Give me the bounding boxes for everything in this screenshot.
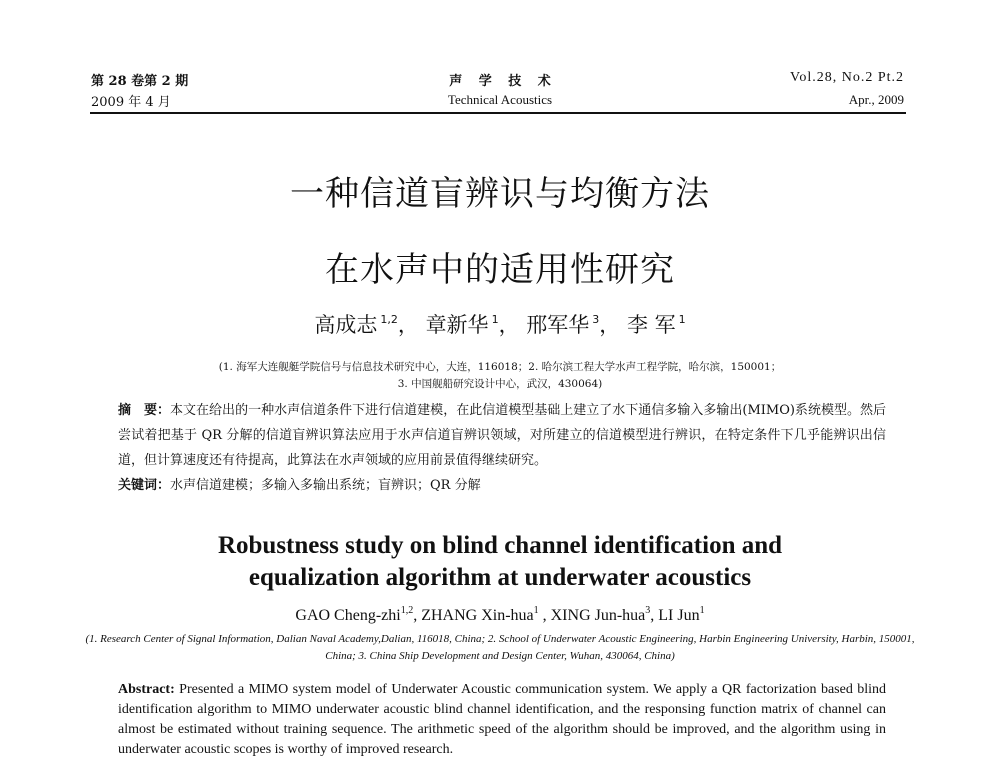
title-en-line1: Robustness study on blind channel identification and (217, 532, 783, 559)
abstract-en-text: Presented a MIMO system model of Underwater Acoustic communication system. We apply a QR factorization based blind identification algorithm to MIMO underwater acoustic blind channel identification, and the responsing function matrix of channel can almost be estimated without training sequence. The arithmetic speed of the algorithm should be improved, and the algorithm using in underwater acoustic scopes is worthy of improved research. (118, 682, 886, 757)
author-en: LI Jun$^1$ (658, 605, 705, 624)
affiliation-cn-line2: 3. 中国舰船研究设计中心，武汉，430064) (397, 378, 603, 390)
keywords-cn (118, 473, 886, 498)
author-cn: 章新华 $^1$， (425, 313, 520, 337)
affiliation-en: (1. Research Center of Signal Information, Dalian Naval Academy,Dalian, 116018, China; 2. School of Underwater Acoustic Engineering, Harbin Engineering University, Harbin, 150001, China; 3. China Ship Development and Design Center, Wuhan, 430064, China) (85, 633, 915, 662)
header-date-en: Apr., 2009 (848, 92, 904, 107)
header-date-cn: 2009 年 4 月 (91, 95, 171, 110)
header-rule (90, 112, 906, 114)
header-volume-en: Vol.28, No.2 Pt.2 (790, 70, 904, 85)
author-en: GAO Cheng-zhi$^{1,2}$, (295, 605, 422, 624)
abstract-cn (118, 398, 886, 473)
header-journal-en: Technical Acoustics (447, 92, 553, 107)
abstract-en (118, 680, 886, 760)
author-cn: 高成志 $^{1,2}$， (314, 313, 419, 337)
abstract-en-label: Abstract: (118, 682, 175, 697)
authors-en (0, 605, 1000, 625)
author-cn: 邢军华 $^3$， (526, 313, 621, 337)
author-en: XING Jun-hua$^3$, (550, 605, 659, 624)
header-journal-cn: 声 学 技 术 (449, 74, 557, 89)
title-cn-line1: 一种信道盲辨识与均衡方法 (290, 174, 710, 214)
affiliation-cn-line1: (1. 海军大连舰艇学院信号与信息技术研究中心，大连，116018；2. 哈尔滨工程大学水声工程学院，哈尔滨，150001； (218, 361, 782, 373)
header-volume-cn: 第 28 卷第 2 期 (91, 74, 189, 89)
keywords-cn-text: 水声信道建模；多输入多输出系统；盲辨识；QR 分解 (170, 478, 481, 493)
title-en (0, 530, 1000, 594)
authors-cn (0, 309, 1000, 339)
title-cn-line2: 在水声中的适用性研究 (325, 250, 675, 290)
abstract-cn-text: 本文在给出的一种水声信道条件下进行信道建模，在此信道模型基础上建立了水下通信多输入多输出(MIMO)系统模型。然后尝试着把基于 QR 分解的信道盲辨识算法应用于水声信道盲辨识领域，对所建立的信道模型进行辨识，在特定条件下几乎能辨识出信道，但计算速度还有待提高，此算法在水声领域的应用前景值得继续研究。 (118, 403, 886, 468)
abstract-cn-label: 摘 要： (118, 403, 171, 418)
title-en-line2: equalization algorithm at underwater acoustics (248, 564, 752, 591)
keywords-cn-label: 关键词： (118, 478, 171, 493)
author-en: ZHANG Xin-hua$^1$ , (421, 605, 551, 624)
author-cn: 李 军 $^1$ (626, 313, 686, 337)
